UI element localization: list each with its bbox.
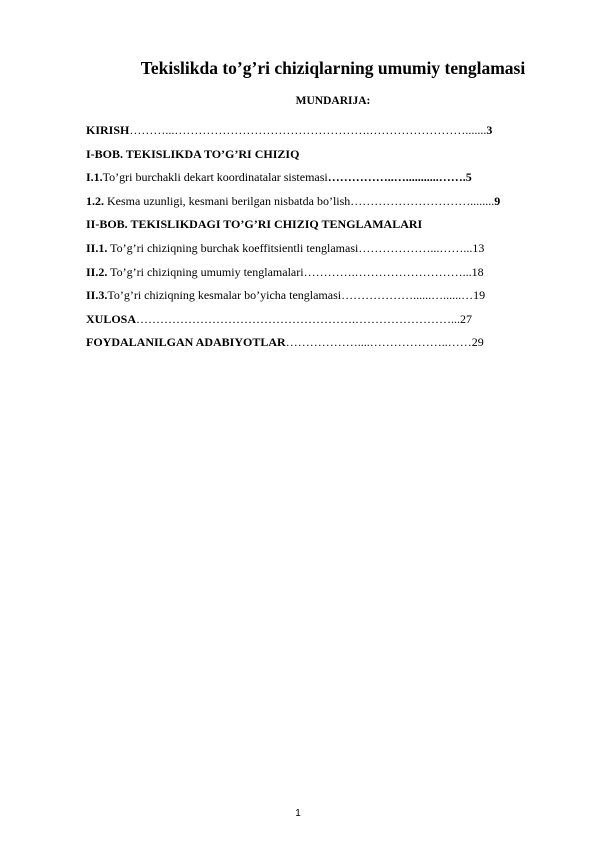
toc-page-number: 9 (494, 193, 501, 208)
toc-entry-section-2-3[interactable] (86, 284, 556, 308)
toc-label: To’gri burchakli dekart koordinatalar sistemasi (102, 170, 328, 185)
toc-entry-section-2-2[interactable] (86, 261, 556, 285)
toc-entry-section-1-2[interactable] (86, 190, 556, 214)
toc-entry-kirish[interactable] (86, 119, 556, 143)
toc-label: FOYDALANILGAN ADABIYOTLAR (86, 335, 286, 350)
toc-page-number: 27 (460, 311, 473, 326)
toc-label: Kesma uzunligi, kesmani berilgan nisbatda bo’lish (104, 193, 351, 208)
toc-page-number: 5 (465, 170, 472, 185)
toc-leader: ………….………………………... (303, 264, 472, 279)
toc-entry-section-2-1[interactable] (86, 237, 556, 261)
toc-heading: MUNDARIJA: (295, 95, 371, 107)
toc-label: To’g’ri chiziqning kesmalar bo’yicha tenglamasi (107, 288, 342, 303)
toc-label: I-BOB. TEKISLIKDA TO’G’RI CHIZIQ (86, 146, 300, 161)
toc-label: XULOSA (86, 311, 137, 326)
toc-section-number: 1.2. (86, 193, 104, 208)
toc-page-number: 18 (471, 264, 484, 279)
toc-section-number: II.2. (86, 264, 108, 279)
toc-leader: ………………...……... (358, 240, 473, 255)
toc-entry-chapter-1[interactable] (86, 143, 556, 167)
toc-section-number: II.3. (86, 288, 108, 303)
document-title: Tekislikda to’g’ri chiziqlarning umumiy tenglamasi (140, 58, 526, 78)
toc-entry-section-1-1[interactable] (86, 166, 556, 190)
toc-page-number: 3 (486, 123, 493, 137)
toc-section-number: I.1. (86, 170, 103, 185)
toc-page-number: 19 (473, 288, 486, 303)
toc-entry-xulosa[interactable] (86, 308, 556, 332)
toc-entry-adabiyotlar[interactable] (86, 331, 556, 355)
table-of-contents (86, 119, 556, 355)
toc-leader: ………………......…......… (341, 288, 474, 303)
toc-label: To’g’ri chiziqning burchak koeffitsientli tenglamasi (107, 240, 359, 255)
toc-entry-chapter-2[interactable] (86, 213, 556, 237)
toc-label: II-BOB. TEKISLIKDAGI TO’G’RI CHIZIQ TENGLAMALARI (86, 217, 423, 232)
toc-leader: ………...………………………………………….……………………....... (129, 123, 487, 137)
toc-leader: …………………………........ (350, 193, 495, 208)
toc-label: To’g’ri chiziqning umumiy tenglamalari (107, 264, 304, 279)
toc-page-number: 29 (471, 335, 484, 350)
page-number: 1 (295, 808, 301, 819)
toc-page-number: 13 (472, 240, 485, 255)
toc-leader: ………………....………………..…… (285, 335, 472, 350)
toc-label: KIRISH (86, 123, 130, 137)
toc-leader: ……………..…...........……. (327, 170, 466, 185)
toc-section-number: II.1. (86, 240, 108, 255)
toc-leader: ……………………………………………….……………………... (136, 311, 461, 326)
